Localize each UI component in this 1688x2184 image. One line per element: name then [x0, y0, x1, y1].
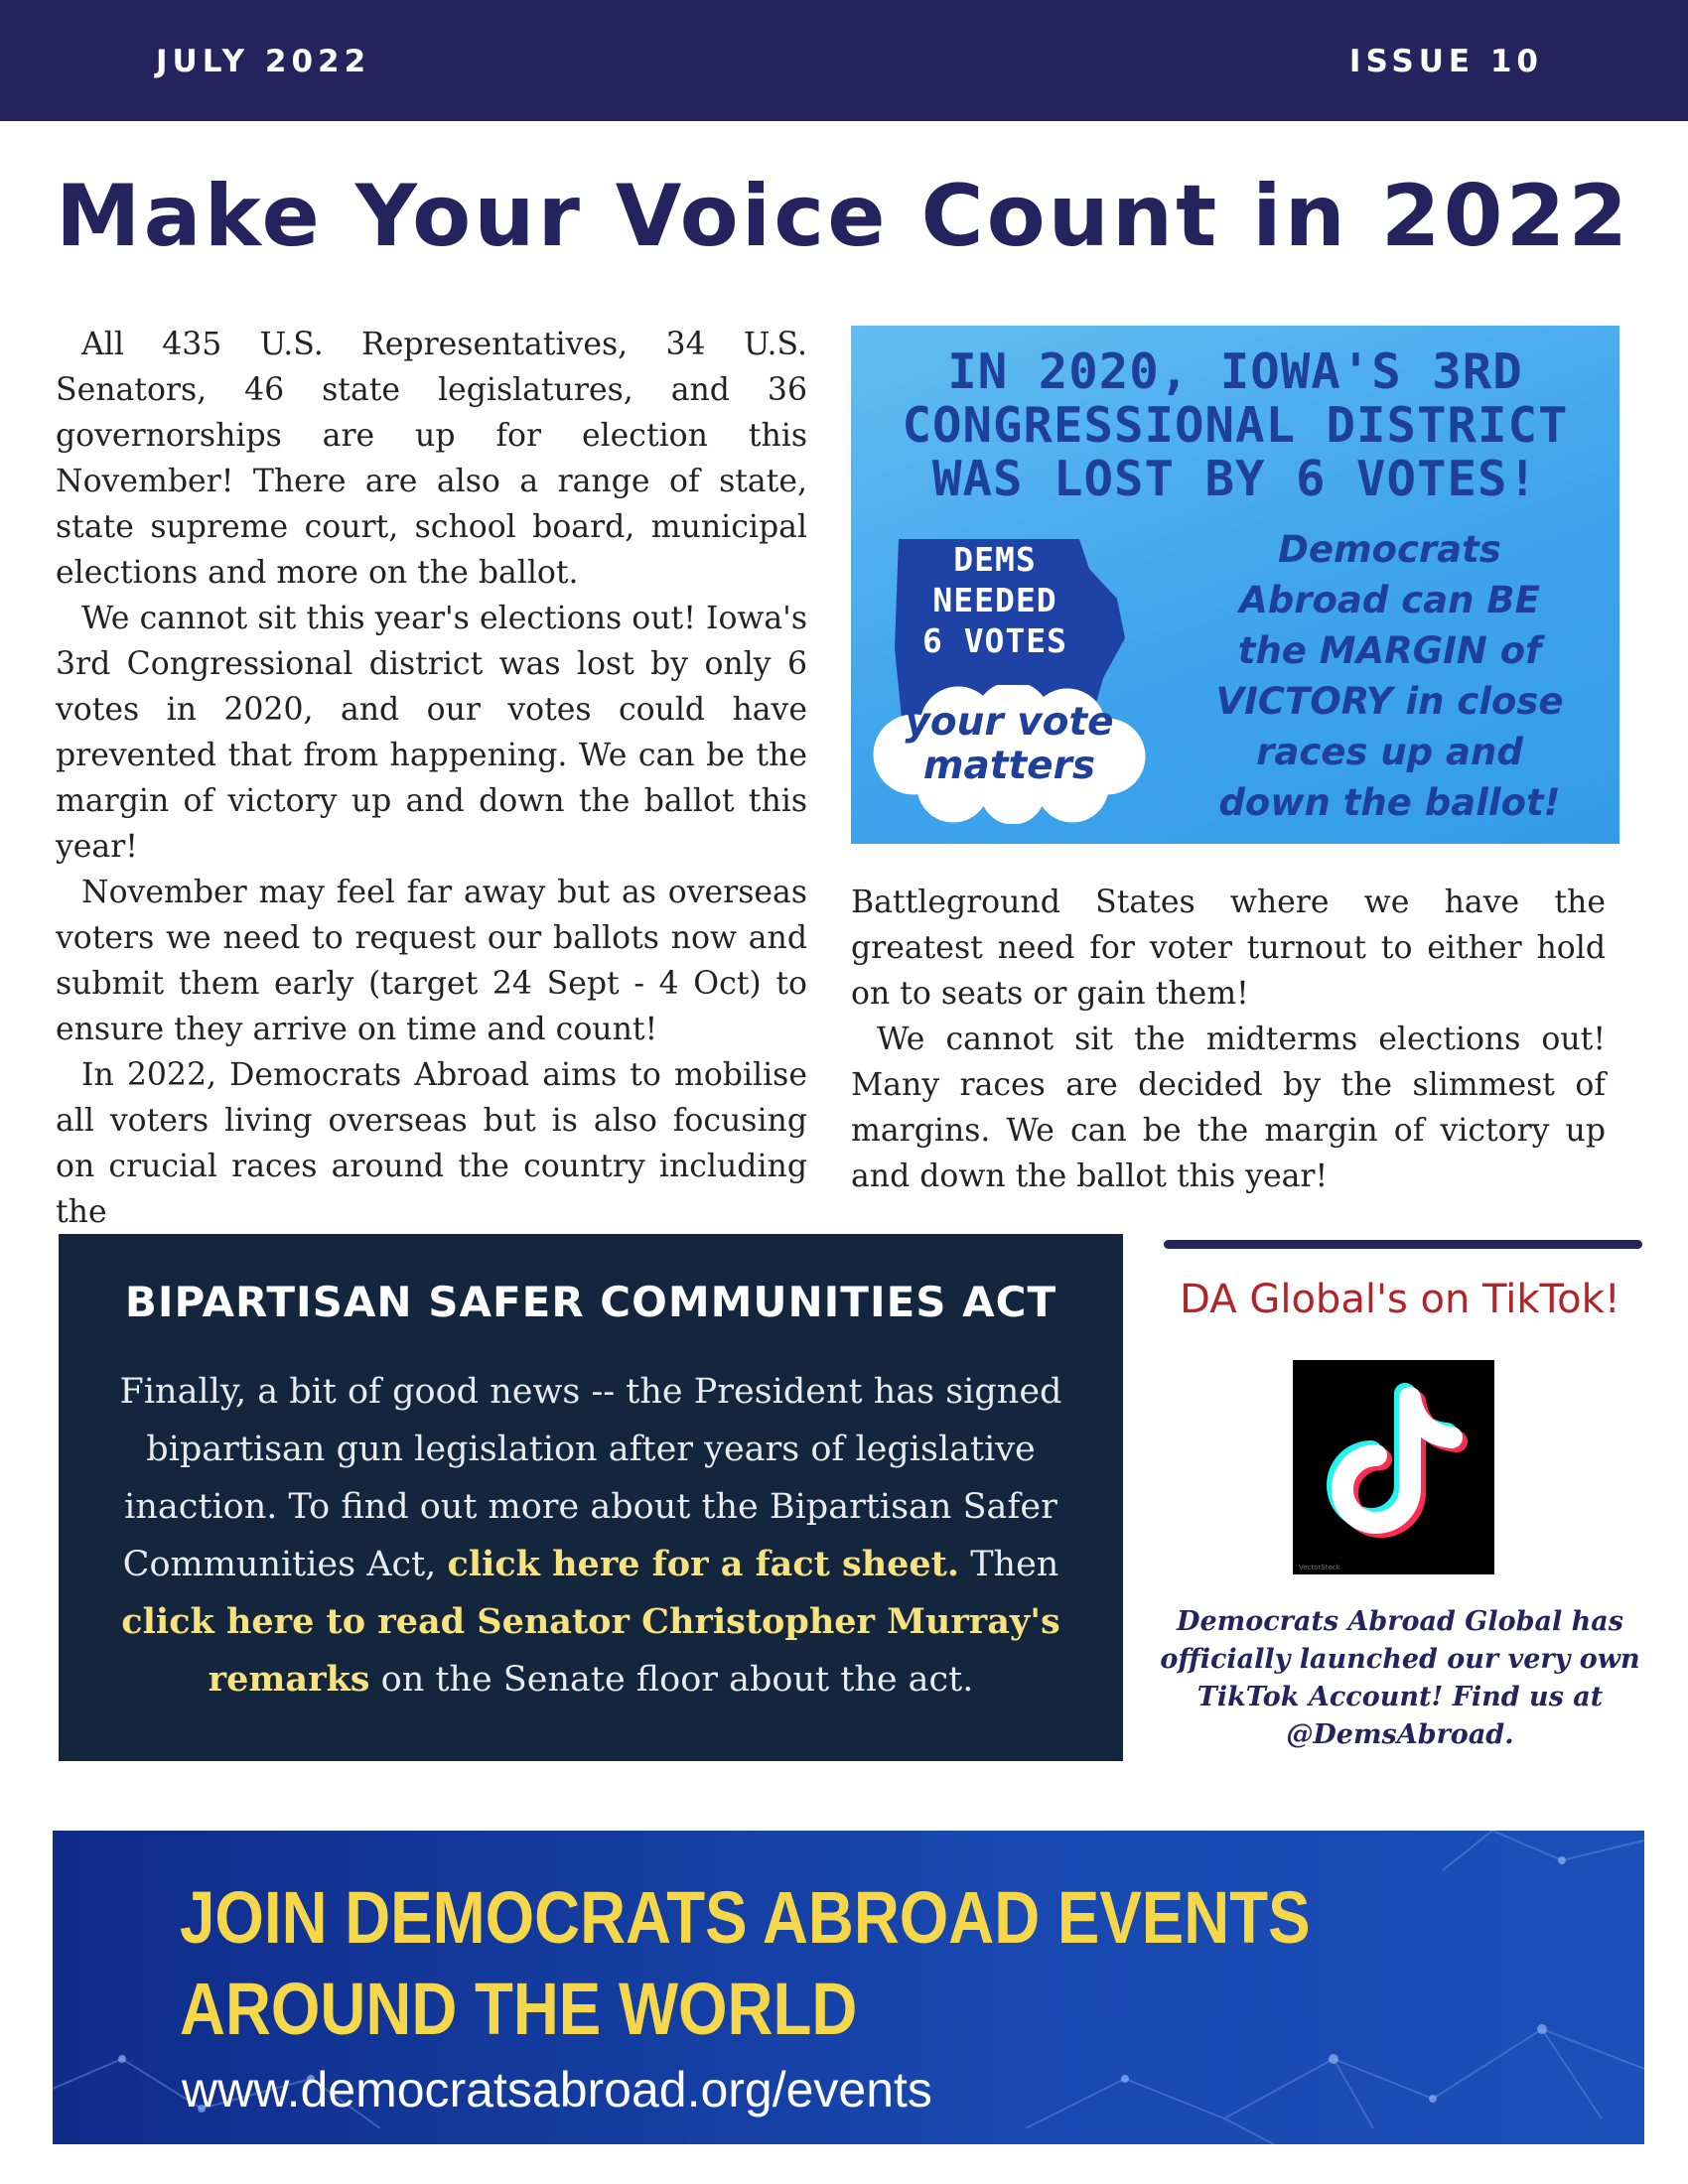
- graphic-right-line: races up and: [1256, 731, 1523, 773]
- badge-line: matters: [922, 744, 1096, 788]
- your-vote-matters-text: [873, 701, 1146, 788]
- tiktok-divider: [1164, 1240, 1642, 1249]
- bsca-heading: BIPARTISAN SAFER COMMUNITIES ACT: [124, 1278, 1057, 1326]
- tiktok-line: TikTok Account! Find us at: [1196, 1682, 1604, 1712]
- bsca-body: [78, 1363, 1103, 1708]
- issue-number: ISSUE 10: [1348, 44, 1543, 79]
- graphic-headline: [851, 345, 1619, 506]
- article-paragraph: November may feel far away but as overseas voters we need to request our ballots now and submit them early (target 24 Sept - 4 Oct) to ensure they arrive on time and count!: [56, 875, 807, 1047]
- article-right-column: [851, 880, 1606, 1199]
- events-title-line: AROUND THE WORLD: [180, 1968, 858, 2050]
- article-paragraph: Battleground States where we have the greatest need for voter turnout to either hold on to seats or gain them!: [851, 885, 1606, 1012]
- graphic-right-text: [1169, 524, 1611, 828]
- article-paragraph: All 435 U.S. Representatives, 34 U.S. Senators, 46 state legislatures, and 36 governorships are up for election this November! There are also a range of state, state supreme court, school board, municipal elections and more on the ballot.: [56, 327, 807, 591]
- article-paragraph: We cannot sit this year's elections out! Iowa's 3rd Congressional district was lost by only 6 votes in 2020, and our votes could have prevented that from happening. We can be the margin of victory up and down the ballot this year!: [56, 601, 807, 865]
- fact-sheet-link[interactable]: click here for a fact sheet.: [447, 1544, 960, 1584]
- dems-needed-text: [896, 539, 1094, 661]
- senator-remarks-link[interactable]: click here to read Senator Christopher Murray's remarks: [121, 1601, 1060, 1700]
- graphic-right-line: down the ballot!: [1218, 781, 1561, 824]
- dems-needed-line: 6 VOTES: [921, 621, 1068, 660]
- graphic-right-line: Democrats: [1278, 528, 1501, 571]
- graphic-right-line: Abroad can BE: [1239, 579, 1540, 621]
- bsca-box: [59, 1234, 1123, 1761]
- issue-date: JULY 2022: [156, 44, 371, 79]
- graphic-headline-line: IN 2020, IOWA'S 3RD: [947, 343, 1523, 400]
- dems-needed-line: DEMS: [953, 540, 1037, 579]
- graphic-right-line: the MARGIN of: [1237, 629, 1542, 672]
- tiktok-line: officially launched our very own: [1160, 1644, 1640, 1675]
- events-title-line: JOIN DEMOCRATS ABROAD EVENTS: [180, 1876, 1311, 1959]
- graphic-headline-line: WAS LOST BY 6 VOTES!: [931, 451, 1538, 507]
- article-paragraph: We cannot sit the midterms elections out! Many races are decided by the slimmest of margins. We can be the margin of victory up and down the ballot this year!: [851, 1022, 1606, 1194]
- dems-needed-line: NEEDED: [932, 581, 1057, 619]
- bsca-text: on the Senate floor about the act.: [380, 1660, 974, 1700]
- events-banner[interactable]: [53, 1831, 1644, 2144]
- tiktok-note-icon: [1293, 1360, 1494, 1559]
- events-title: [180, 1872, 1311, 2055]
- events-url-link[interactable]: www.democratsabroad.org/events: [182, 2062, 932, 2117]
- graphic-headline-line: CONGRESSIONAL DISTRICT: [902, 397, 1569, 454]
- header-bar: [0, 0, 1688, 121]
- tiktok-description: [1157, 1603, 1643, 1754]
- badge-line: your vote: [905, 700, 1114, 745]
- bsca-text: Finally, a bit of good news -- the President has signed bipartisan gun legislation after years of legislative inaction. To find out more about the Bipartisan Safer Communities Act,: [119, 1372, 1062, 1584]
- article-left-column: [56, 322, 807, 1235]
- tiktok-line: @DemsAbroad.: [1286, 1719, 1514, 1750]
- tiktok-line: Democrats Abroad Global has: [1177, 1606, 1623, 1637]
- tiktok-title: DA Global's on TikTok!: [1180, 1277, 1620, 1322]
- graphic-right-line: VICTORY in close: [1215, 680, 1564, 723]
- bsca-text: Then: [970, 1545, 1059, 1584]
- tiktok-logo[interactable]: [1293, 1360, 1494, 1574]
- article-paragraph: In 2022, Democrats Abroad aims to mobilise all voters living overseas but is also focusing on crucial races around the country including the: [56, 1057, 807, 1230]
- page-title: Make Your Voice Count in 2022: [56, 167, 1631, 266]
- iowa-graphic: [851, 326, 1619, 844]
- tiktok-watermark: VectorStock: [1299, 1564, 1340, 1571]
